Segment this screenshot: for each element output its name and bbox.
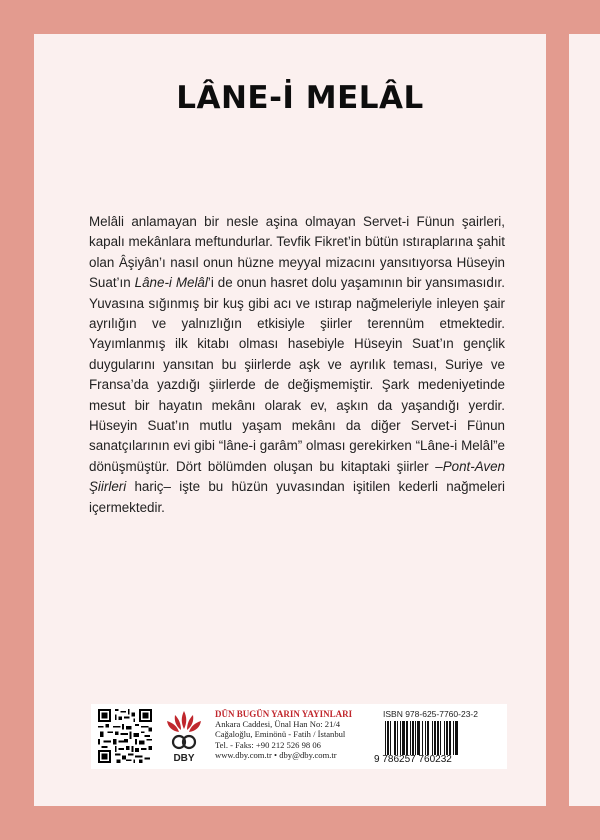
blurb-text: [89, 212, 505, 518]
publisher-name: DÜN BUGÜN YARIN YAYINLARI: [215, 709, 353, 719]
svg-text:DBY: DBY: [173, 753, 195, 764]
publisher-address-line1: Ankara Caddesi, Ünal Han No: 21/4: [215, 719, 341, 730]
book-title: LÂNE-İ MELÂL: [176, 80, 424, 116]
publisher-info: [215, 709, 375, 760]
publisher-logo-icon: [163, 707, 205, 764]
barcode-icon: [384, 721, 498, 755]
blurb-paragraph: Melâli anlamayan bir nesle aşina olmayan Servet-i Fünun şairleri, kapalı mekânlara meftundurlar. Tevfik Fikret’in bütün ıstıraplarına şahit olan Âşiyân’ı nasıl onun hüzne meyyal mizacını yansıtıyorsa Hüseyin Suat’ın Lâne-i Melâl’i de onun hasret dolu yaşamının bir yansımasıdır. Yuvasına sığınmış bir kuş gibi acı ve ıstırap nağmeleriyle inleyen şair ayrılığın ve yalnızlığın etkisiyle şiirler terennüm etmektedir. Yayımlanmış ilk kitabı olması hasebiyle Hüseyin Suat’ın gençlik duygularını yansıtan bu şiirlerde aşk ve ayrılık teması, Suriye ve Fransa’da yazdığı şiirlerde de değişmemiştir. Şark medeniyetinde mesut bir hayatın mekânı olarak ev, aşkın da yaşandığı yerdir. Hüseyin Suat’ın mutlu yaşam mekânı da diğer Servet-i Fünun sanatçılarının evi gibi “lâne-i garâm” olması gerekirken “Lâne-i Melâl”e dönüşmüştür. Dört bölümden oluşan bu kitaptaki şiirler –Pont-Aven Şiirleri hariç– işte bu hüzün yuvasından işitilen kederli nağmeleri içermektedir.: [89, 214, 505, 515]
isbn-label: ISBN 978-625-7760-23-2: [383, 709, 478, 719]
barcode-digits: 9 786257 760232: [374, 754, 452, 765]
qr-code-icon: [98, 709, 152, 763]
publisher-phone: Tel. - Faks: +90 212 526 98 06: [215, 739, 321, 750]
publisher-footer: [91, 704, 507, 769]
blurb-italic-title: Lâne-i Melâl: [134, 275, 208, 291]
blurb-italic-section: Pont-Aven Şiirleri: [89, 458, 505, 495]
publisher-address-line2: Cağaloğlu, Eminönü - Fatih / İstanbul: [215, 729, 346, 740]
publisher-web: www.dby.com.tr • dby@dby.com.tr: [215, 749, 337, 760]
adjacent-cover-edge: [569, 34, 600, 806]
